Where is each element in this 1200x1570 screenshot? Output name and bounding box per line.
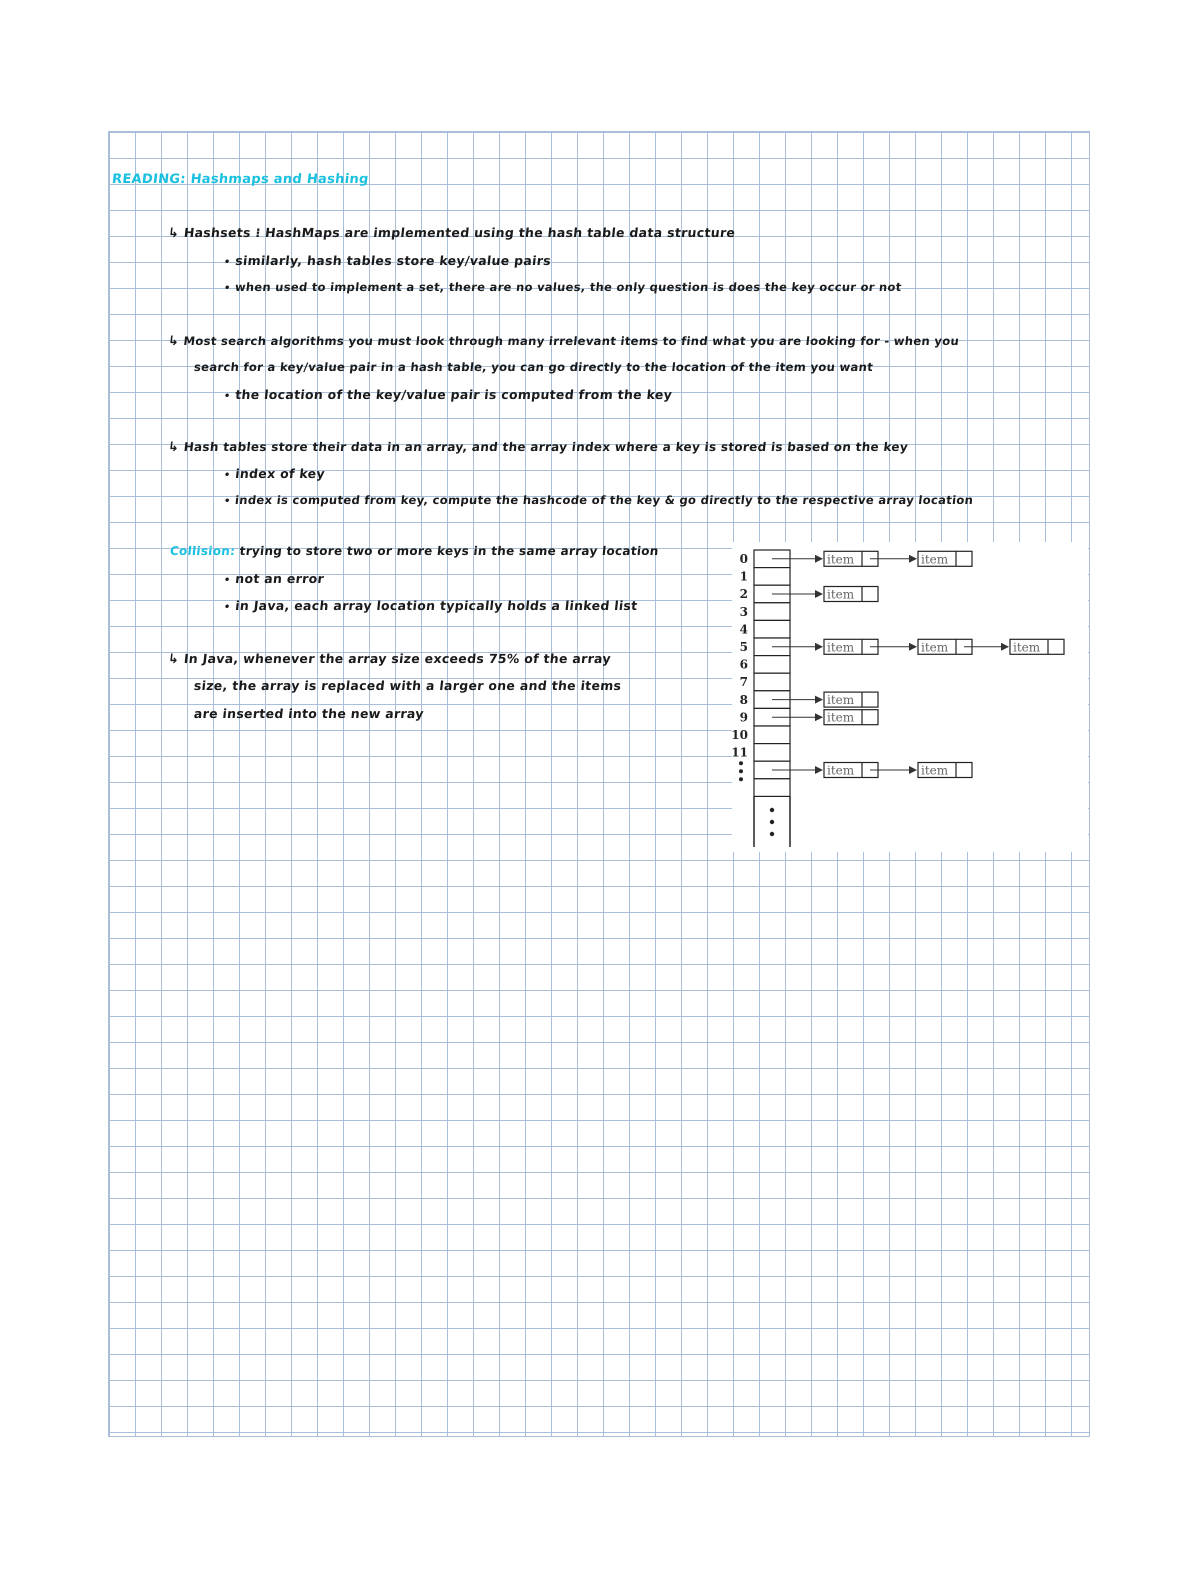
item-label: item [827, 693, 855, 708]
item-label: item [827, 763, 855, 778]
index-label: 11 [732, 745, 748, 760]
note-label: Hashsets [183, 225, 252, 240]
item-label: item [921, 552, 949, 567]
ellipsis-dot [739, 777, 743, 781]
hash-table-diagram [732, 542, 1088, 852]
item-label: item [827, 640, 855, 655]
array-cell [754, 744, 790, 762]
bullet-icon: • [223, 257, 232, 268]
note-text: Most search algorithms you must look through many irrelevant items to find what you are looking for - when you [182, 334, 960, 348]
note-bullet [223, 598, 638, 613]
note-continuation [193, 678, 622, 693]
bullet-text: the location of the key/value pair is computed from the key [234, 387, 673, 402]
item-label: item [921, 763, 949, 778]
note-text: In Java, whenever the array size exceeds 75% of the array [183, 651, 612, 666]
item-label: item [1013, 640, 1041, 655]
note-text: are inserted into the new array [193, 706, 425, 721]
index-label: 5 [739, 640, 748, 654]
array-cell [754, 673, 790, 691]
index-label: 4 [739, 622, 748, 637]
note-text: search for a key/value pair in a hash table, you can go directly to the location of the item you want [193, 360, 874, 374]
ellipsis-dot [770, 832, 774, 836]
note-text: size, the array is replaced with a larger one and the items [193, 678, 623, 693]
index-label: 9 [739, 710, 748, 725]
page-heading [111, 172, 369, 187]
arrow-icon: ↳ [167, 226, 180, 241]
array-cell [754, 568, 790, 586]
bullet-icon: • [223, 602, 232, 613]
note-continuation [193, 360, 874, 374]
arrow-icon: ↳ [167, 440, 180, 455]
note-continuation [193, 706, 424, 721]
bullet-text: in Java, each array location typically holds a linked list [234, 598, 639, 613]
note-hashsets [167, 225, 736, 241]
index-label: 0 [739, 552, 748, 566]
index-label: 8 [739, 692, 748, 707]
collision-label: Collision: [169, 544, 236, 558]
index-label: 2 [739, 587, 748, 602]
array-cell [754, 603, 790, 621]
bullet-text: index is computed from key, compute the hashcode of the key & go directly to the respective array location [234, 493, 974, 507]
ellipsis-dot [739, 769, 743, 773]
index-label: 10 [732, 728, 748, 742]
array-cell [754, 656, 790, 674]
ellipsis-dot [770, 808, 774, 812]
note-text: Hash tables store their data in an array, and the array index where a key is stored is based on the key [183, 440, 909, 454]
array-cell [754, 726, 790, 744]
bullet-icon: • [223, 391, 232, 402]
bullet-text: similarly, hash tables store key/value pairs [234, 253, 552, 268]
note-hash-tables [167, 440, 909, 455]
note-bullet [223, 466, 326, 481]
bullet-text: when used to implement a set, there are no values, the only question is does the key occur or not [234, 280, 903, 294]
note-text: trying to store two or more keys in the same array location [238, 544, 660, 558]
heading-title: Hashmaps and Hashing [189, 172, 370, 187]
arrow-icon: ↳ [167, 334, 180, 349]
item-label: item [827, 710, 855, 725]
item-label: item [827, 552, 855, 567]
note-bullet [223, 280, 902, 294]
bullet-icon: • [223, 470, 232, 481]
bullet-text: not an error [234, 571, 325, 586]
bullet-icon: • [223, 283, 232, 294]
ellipsis-dot [739, 761, 743, 765]
item-label: item [827, 587, 855, 602]
array-cell [754, 779, 790, 797]
note-bullet [223, 387, 673, 402]
bullet-icon: • [223, 496, 232, 507]
note-search [167, 334, 960, 349]
heading-prefix: READING: [111, 172, 187, 187]
note-java-resize [167, 651, 612, 667]
note-bullet [223, 571, 325, 586]
arrow-icon: ↳ [167, 652, 180, 667]
note-text: ⁝ HashMaps are implemented using the hash table data structure [254, 225, 737, 240]
note-collision [169, 544, 659, 558]
item-label: item [921, 640, 949, 655]
bullet-text: index of key [234, 466, 326, 481]
index-label: 3 [739, 604, 748, 619]
hash-table-svg [732, 542, 1088, 852]
note-bullet [223, 493, 974, 507]
note-bullet [223, 253, 552, 268]
array-cell [754, 620, 790, 638]
index-label: 6 [739, 657, 748, 672]
index-label: 7 [739, 675, 748, 690]
index-label: 1 [739, 569, 748, 584]
bullet-icon: • [223, 575, 232, 586]
ellipsis-dot [770, 820, 774, 824]
